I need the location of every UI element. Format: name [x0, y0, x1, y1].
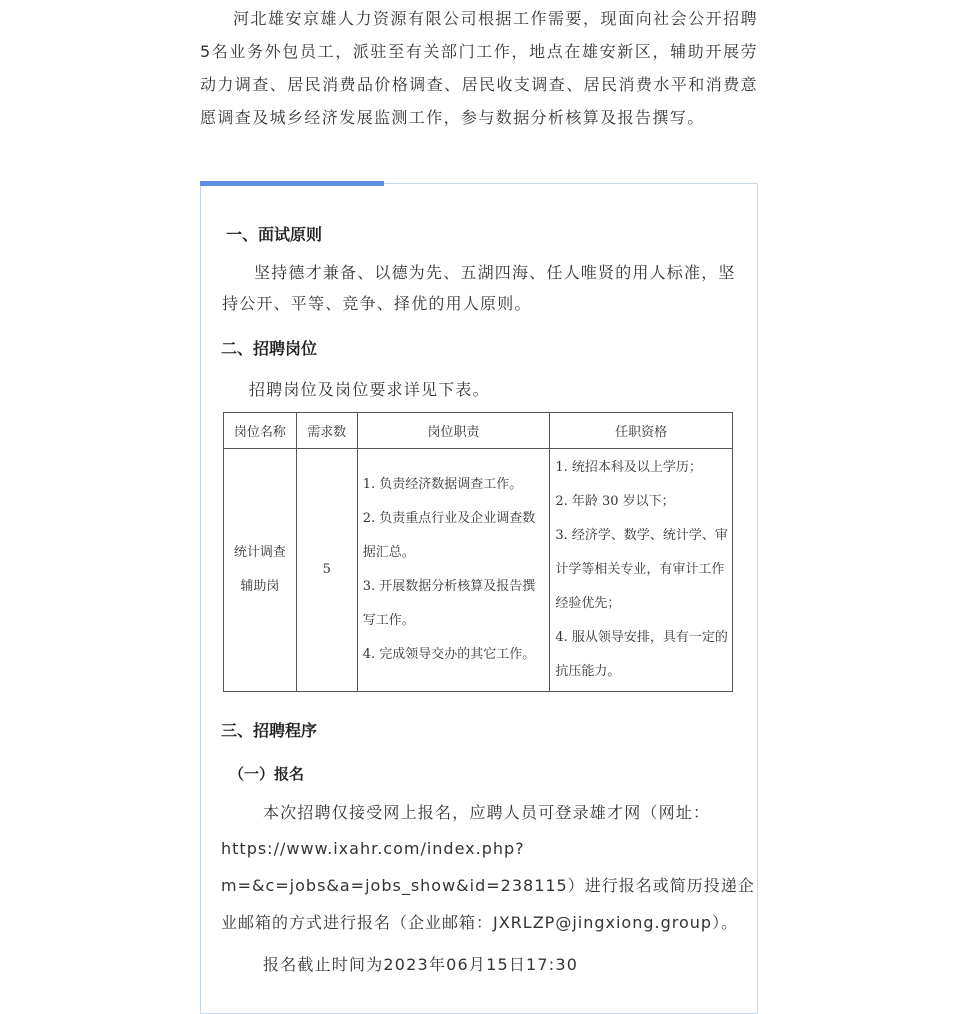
position-name-line: 辅助岗 [240, 579, 280, 594]
registration-deadline: 报名截止时间为2023年06月15日17:30 [263, 955, 579, 974]
section2-text: 招聘岗位及岗位要求详见下表。 [249, 380, 490, 399]
duty-item: 2. 负责重点行业及企业调查数据汇总。 [362, 511, 536, 560]
section1-heading: 一、面试原则 [226, 225, 323, 244]
card-accent-bar [200, 181, 384, 186]
section1-text: 坚持德才兼备、以德为先、五湖四海、任人唯贤的用人标准，坚持公开、平等、竞争、择优的用人原则。 [222, 263, 736, 313]
table-header-cell: 需求数 [296, 413, 357, 449]
qualification-item: 3. 经济学、数学、统计学、审计学等相关专业，有审计工作经验优先； [555, 528, 728, 611]
table-header-row [224, 413, 733, 449]
section2-heading: 二、招聘岗位 [221, 339, 318, 358]
intro-paragraph [200, 2, 758, 134]
position-name-cell [224, 449, 297, 692]
intro-text: 河北雄安京雄人力资源有限公司根据工作需要，现面向社会公开招聘5名业务外包员工，派驻至有关部门工作，地点在雄安新区，辅助开展劳动力调查、居民消费品价格调查、居民收支调查、居民消费水平和消费意愿调查及城乡经济发展监测工作，参与数据分析核算及报告撰写。 [200, 9, 758, 127]
headcount-cell: 5 [296, 449, 357, 692]
card-top-border [384, 183, 757, 184]
registration-url-line1[interactable]: https://www.ixahr.com/index.php? [221, 839, 525, 858]
table-header-cell: 岗位名称 [224, 413, 297, 449]
registration-email-text: 业邮箱的方式进行报名（企业邮箱：JXRLZP@jingxiong.group）。 [221, 913, 739, 932]
table-row [224, 449, 733, 692]
qualification-item: 2. 年龄 30 岁以下； [555, 494, 675, 509]
duty-item: 4. 完成领导交办的其它工作。 [362, 647, 536, 662]
duty-item: 3. 开展数据分析核算及报告撰写工作。 [362, 579, 536, 628]
table-header-cell: 任职资格 [550, 413, 733, 449]
position-name-line: 统计调查 [233, 545, 286, 560]
section3-heading: 三、招聘程序 [221, 721, 318, 740]
subsection1-heading: （一）报名 [229, 765, 305, 783]
registration-url-line2[interactable]: m=&c=jobs&a=jobs_show&id=238115）进行报名或简历投递企 [221, 876, 755, 895]
qualification-item: 4. 服从领导安排，具有一定的抗压能力。 [555, 630, 728, 679]
duties-cell [357, 449, 550, 692]
qualification-item: 1. 统招本科及以上学历； [555, 460, 702, 475]
duty-item: 1. 负责经济数据调查工作。 [362, 477, 523, 492]
qualifications-cell [550, 449, 733, 692]
recruitment-table [223, 412, 733, 692]
table-header-cell: 岗位职责 [357, 413, 550, 449]
registration-text: 本次招聘仅接受网上报名，应聘人员可登录雄才网（网址： [263, 803, 711, 822]
